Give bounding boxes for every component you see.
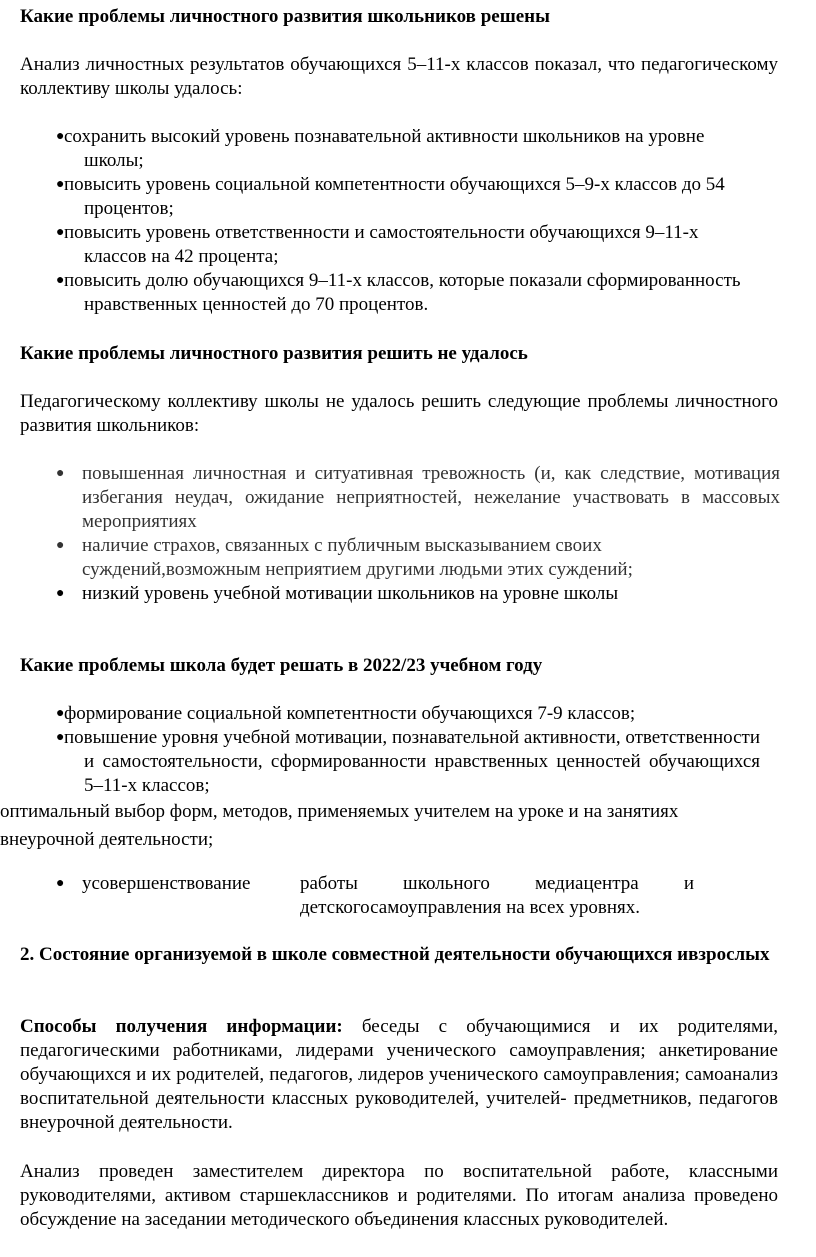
bullet-icon: ● <box>56 177 65 192</box>
list-item: ● повысить долю обучающихся 9–11-х классов, которые показали сформированность нравственных ценностей до 70 процентов. <box>56 270 741 315</box>
list-item: ● повысить уровень ответственности и самостоятельности обучающихся 9–11-х классов на 42 процента; <box>56 222 699 267</box>
bullet-icon: ● <box>56 876 65 891</box>
list-item: ● наличие страхов, связанных с публичным высказыванием своих суждений,возможным неприятием другими людьми этих суждений; <box>56 535 633 580</box>
list-item: ● повышенная личностная и ситуативная тревожность (и, как следствие, мотивация избегания неудач, ожидание неприятностей, нежелание участвовать в массовых мероприятиях <box>56 463 780 532</box>
last-item-right-2: детскогосамоуправления на всех уровнях. <box>300 897 641 918</box>
list-item: ● повышение уровня учебной мотивации, познавательной активности, ответственности и самостоятельности, сформированности нравственных ценностей обучающихся 5–11-х классов; <box>56 727 760 796</box>
bullet-icon: ● <box>56 706 65 721</box>
analysis-paragraph: Анализ проведен заместителем директора по воспитательной работе, классными руководителями, активом старшеклассников и родителями. По итогам анализа проведено обсуждение на заседании методического объединения классных руководителей. <box>20 1161 778 1230</box>
last-item-left: усовершенствование <box>82 873 251 894</box>
bullet-icon: ● <box>56 538 65 553</box>
bullet-icon: ● <box>56 129 65 144</box>
bullet-icon: ● <box>56 225 65 240</box>
last-item-right-1: работы школьного медиацентра и <box>300 873 694 894</box>
unsolved-list <box>0 462 780 606</box>
bullet-icon: ● <box>56 586 65 601</box>
bullet-icon: ● <box>56 730 65 745</box>
list-item: ● сохранить высокий уровень познавательной активности школьников на уровне школы; <box>56 126 705 171</box>
section-heading-joint-activity: 2. Состояние организуемой в школе совместной деятельности обучающихся ивзрослых <box>20 944 770 965</box>
methods-text: беседы с обучающимися и их родителями, педагогическими работниками, лидерами ученического самоуправления; анкетирование обучающихся и их родителей, педагогов, лидеров ученического самоуправления; самоанализ воспитательной деятельности классных руководителей, учителей- предметников, педагогов внеурочной деятельности. <box>20 1016 778 1133</box>
bullet-icon: ● <box>56 273 65 288</box>
list-item: ● повысить уровень социальной компетентности обучающихся 5–9-х классов до 54 процентов; <box>56 174 725 219</box>
section-heading-unsolved: Какие проблемы личностного развития решить не удалось <box>20 343 528 364</box>
plans-list <box>0 702 760 798</box>
plans-paragraph: оптимальный выбор форм, методов, применяемых учителем на уроке и на занятиях внеурочной деятельности; <box>0 801 679 850</box>
section-intro-unsolved: Педагогическому коллективу школы не удалось решить следующие проблемы личностного развития школьников: <box>20 391 778 436</box>
section-heading-plans: Какие проблемы школа будет решать в 2022/23 учебном году <box>20 655 543 676</box>
list-item: ● низкий уровень учебной мотивации школьников на уровне школы <box>56 583 619 604</box>
solved-list <box>0 125 760 317</box>
section-intro-solved: Анализ личностных результатов обучающихся 5–11-х классов показал, что педагогическому коллективу школы удалось: <box>20 54 778 99</box>
methods-paragraph <box>20 1015 778 1135</box>
bullet-icon: ● <box>56 466 65 481</box>
section-heading-solved: Какие проблемы личностного развития школьников решены <box>20 6 550 27</box>
methods-label: Способы получения информации: <box>20 1016 343 1037</box>
list-item: ● формирование социальной компетентности обучающихся 7-9 классов; <box>56 703 636 724</box>
